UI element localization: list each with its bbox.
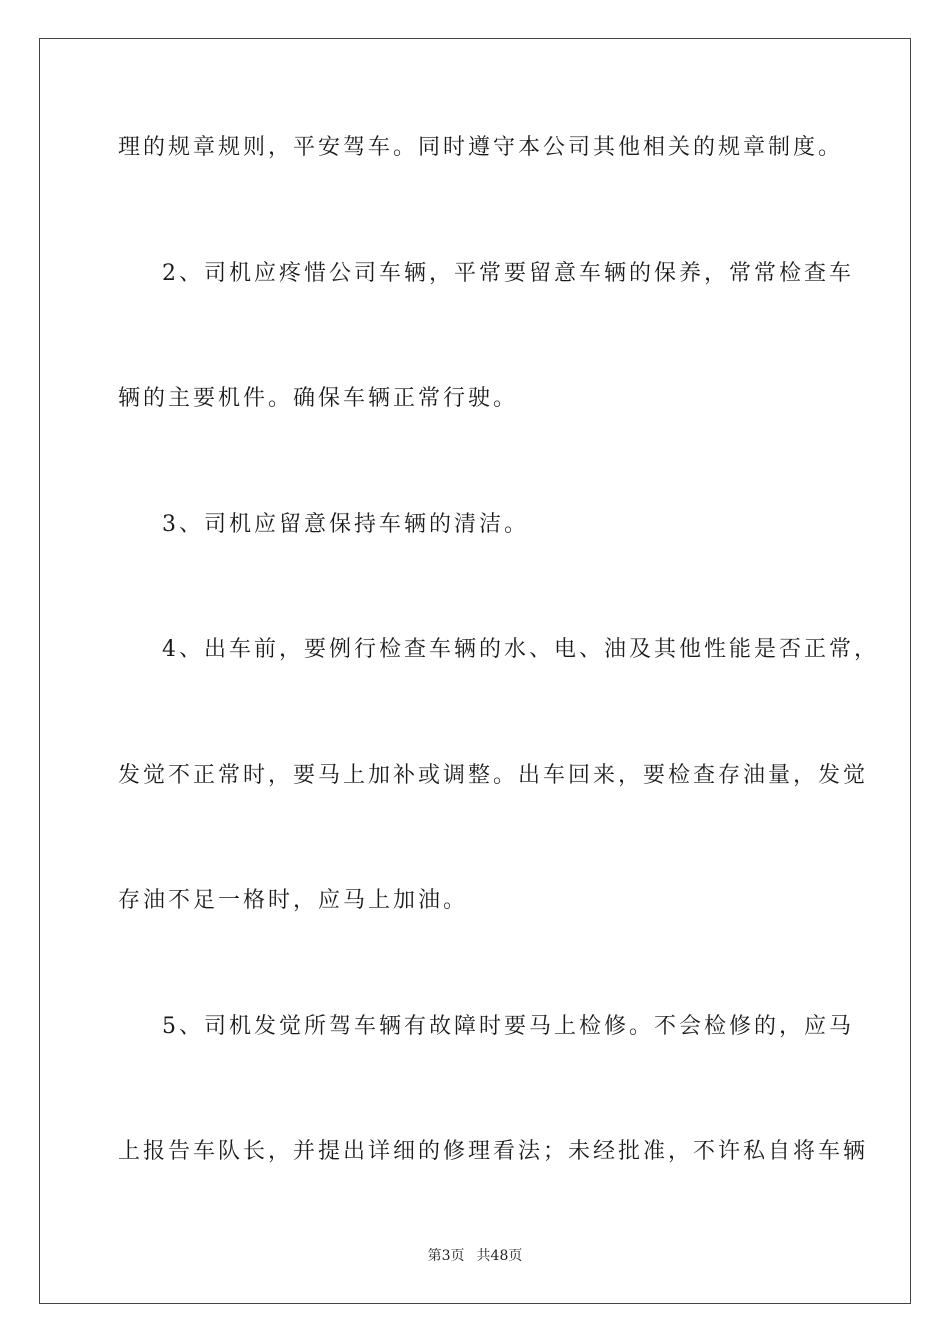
text-line: 上报告车队长，并提出详细的修理看法；未经批准，不许私自将车辆 <box>118 1139 869 1164</box>
text-line: 辆的主要机件。确保车辆正常行驶。 <box>118 386 519 411</box>
paragraph-2-line: 2、司机应疼惜公司车辆，平常要留意车辆的保养，常常检查车 <box>162 261 854 286</box>
paragraph-3-line: 3、司机应留意保持车辆的清洁。 <box>162 512 529 537</box>
paragraph-4-line: 4、出车前，要例行检查车辆的水、电、油及其他性能是否正常， <box>162 637 879 662</box>
text-line: 存油不足一格时，应马上加油。 <box>118 888 469 913</box>
text-line: 理的规章规则，平安驾车。同时遵守本公司其他相关的规章制度。 <box>118 135 844 160</box>
page-border <box>39 38 911 1304</box>
paragraph-5-line: 5、司机发觉所驾车辆有故障时要马上检修。不会检修的，应马 <box>162 1014 854 1039</box>
page-total: 共48页 <box>476 1248 523 1264</box>
page-number: 第3页 <box>427 1248 465 1264</box>
page-footer <box>0 1246 950 1266</box>
text-line: 发觉不正常时，要马上加补或调整。出车回来，要检查存油量，发觉 <box>118 763 869 788</box>
